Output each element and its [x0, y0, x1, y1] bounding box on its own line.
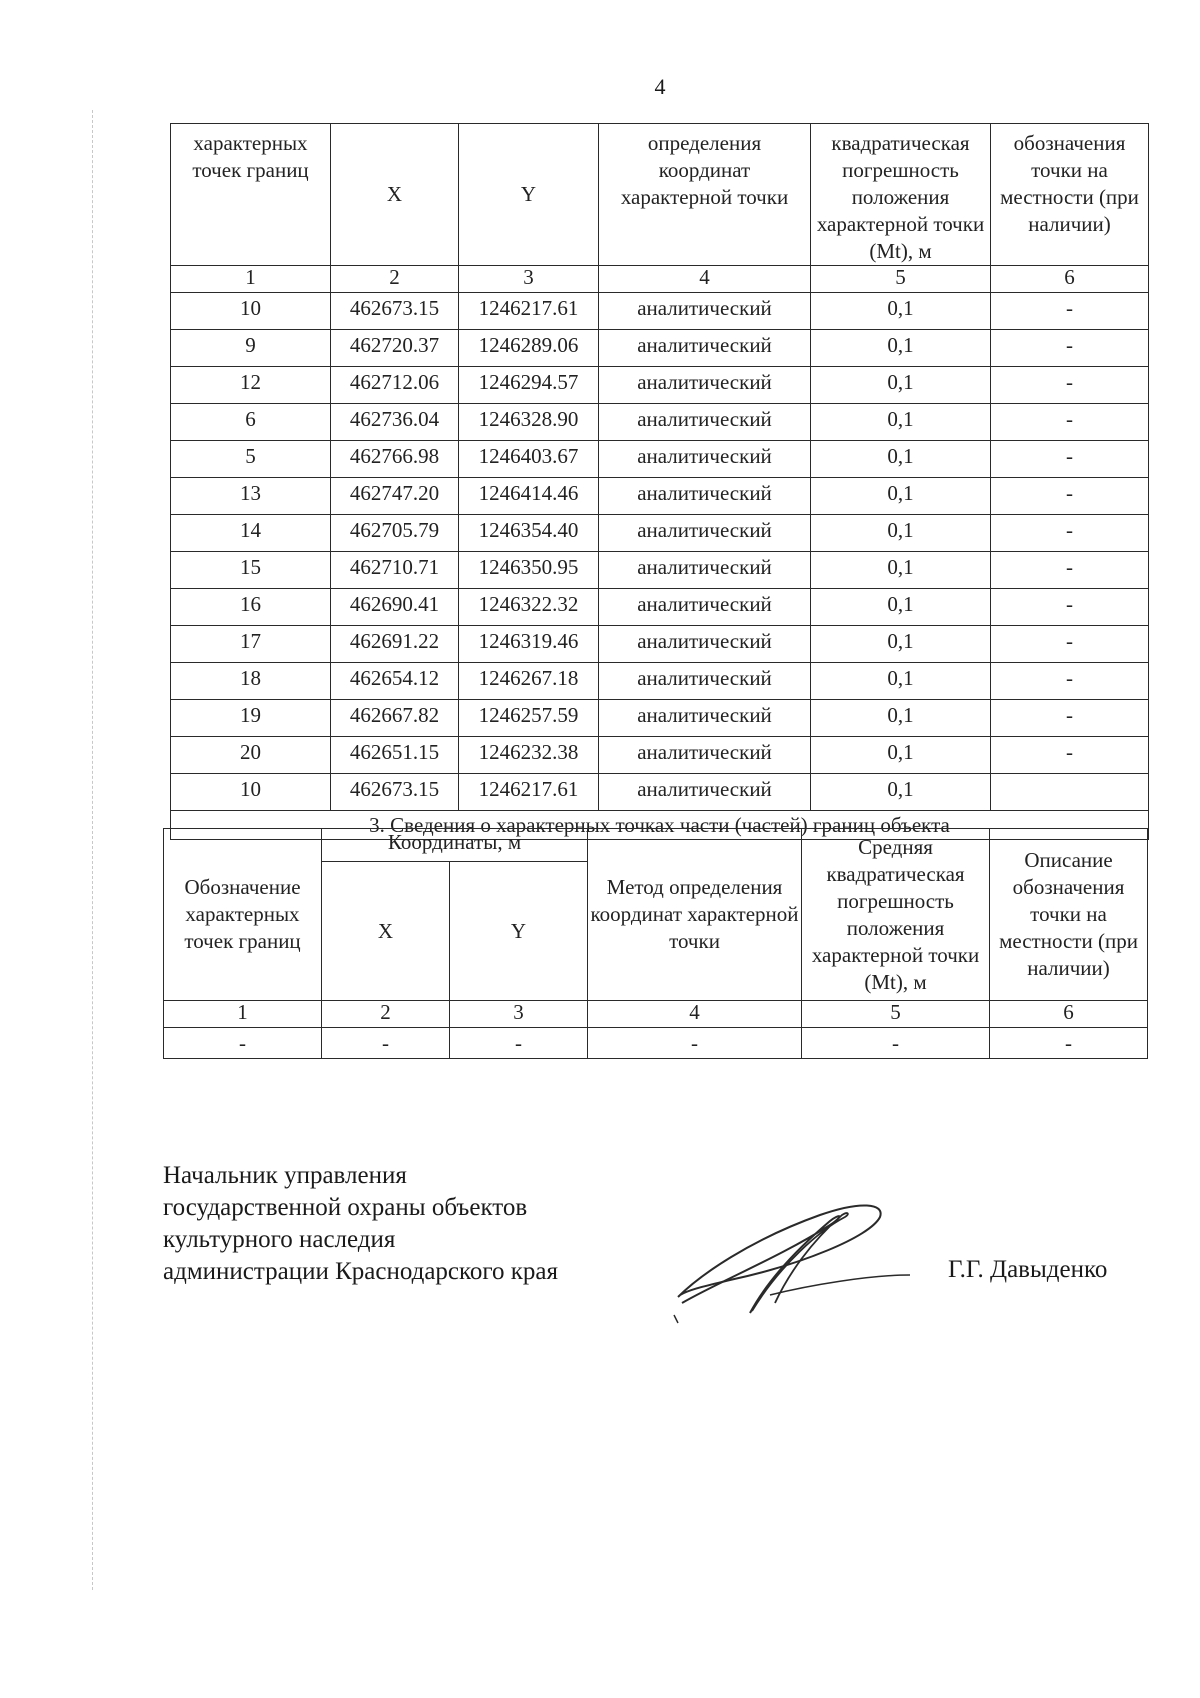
x-coordinate-cell: 462720.37 — [331, 330, 459, 367]
y-coordinate-cell: 1246217.61 — [459, 293, 599, 330]
section-title: 3. Сведения о характерных точках части (частей) границ объекта — [171, 811, 1149, 840]
method-cell: аналитический — [599, 441, 811, 478]
point-number-cell: 9 — [171, 330, 331, 367]
header-point-designation: Обозначение характерных точек границ — [164, 829, 322, 1001]
x-coordinate-cell: 462747.20 — [331, 478, 459, 515]
accuracy-cell: 0,1 — [811, 737, 991, 774]
method-cell: аналитический — [599, 552, 811, 589]
handwritten-signature — [670, 1185, 920, 1325]
table-row — [171, 478, 1149, 515]
accuracy-cell: 0,1 — [811, 367, 991, 404]
method-cell: аналитический — [599, 367, 811, 404]
y-coordinate-cell: 1246414.46 — [459, 478, 599, 515]
method-cell: аналитический — [599, 737, 811, 774]
point-number-cell: 5 — [171, 441, 331, 478]
x-coordinate-cell: 462673.15 — [331, 293, 459, 330]
table-row — [171, 404, 1149, 441]
column-number: 3 — [450, 1001, 588, 1028]
y-coordinate-cell: - — [450, 1028, 588, 1059]
description-cell: - — [991, 478, 1149, 515]
point-number-cell: 20 — [171, 737, 331, 774]
column-number-row — [164, 1001, 1148, 1028]
accuracy-cell: 0,1 — [811, 589, 991, 626]
x-coordinate-cell: 462691.22 — [331, 626, 459, 663]
method-cell: аналитический — [599, 293, 811, 330]
x-coordinate-cell: - — [322, 1028, 450, 1059]
table-row — [171, 626, 1149, 663]
header-description: Описание обозначения точки на местности (при наличии) — [990, 829, 1148, 1001]
y-coordinate-cell: 1246403.67 — [459, 441, 599, 478]
table-row — [171, 552, 1149, 589]
accuracy-cell: 0,1 — [811, 626, 991, 663]
table-row — [171, 774, 1149, 811]
x-coordinate-cell: 462690.41 — [331, 589, 459, 626]
header-y: Y — [450, 862, 588, 1001]
description-cell: - — [991, 589, 1149, 626]
header-accuracy: квадратическая погрешность положения характерной точки (Mt), м — [811, 124, 991, 266]
column-number: 5 — [811, 266, 991, 293]
x-coordinate-cell: 462705.79 — [331, 515, 459, 552]
y-coordinate-cell: 1246319.46 — [459, 626, 599, 663]
method-cell: аналитический — [599, 774, 811, 811]
column-number: 6 — [991, 266, 1149, 293]
x-coordinate-cell: 462736.04 — [331, 404, 459, 441]
accuracy-cell: 0,1 — [811, 441, 991, 478]
method-cell: - — [588, 1028, 802, 1059]
description-cell: - — [991, 552, 1149, 589]
table-row — [171, 589, 1149, 626]
table-row — [171, 700, 1149, 737]
description-cell: - — [991, 515, 1149, 552]
description-cell: - — [990, 1028, 1148, 1059]
table-row — [171, 441, 1149, 478]
column-number: 5 — [802, 1001, 990, 1028]
description-cell — [991, 774, 1149, 811]
description-cell: - — [991, 404, 1149, 441]
column-number: 2 — [322, 1001, 450, 1028]
point-number-cell: 6 — [171, 404, 331, 441]
column-number-row — [171, 266, 1149, 293]
signer-name: Г.Г. Давыденко — [948, 1256, 1108, 1283]
y-coordinate-cell: 1246267.18 — [459, 663, 599, 700]
method-cell: аналитический — [599, 700, 811, 737]
accuracy-cell: 0,1 — [811, 330, 991, 367]
y-coordinate-cell: 1246322.32 — [459, 589, 599, 626]
table-row — [171, 330, 1149, 367]
method-cell: аналитический — [599, 330, 811, 367]
table-header-row — [171, 124, 1149, 266]
signatory-title-line: государственной охраны объектов — [163, 1194, 528, 1221]
accuracy-cell: 0,1 — [811, 404, 991, 441]
x-coordinate-cell: 462710.71 — [331, 552, 459, 589]
y-coordinate-cell: 1246328.90 — [459, 404, 599, 441]
description-cell: - — [991, 367, 1149, 404]
point-number-cell: 10 — [171, 774, 331, 811]
description-cell: - — [991, 330, 1149, 367]
method-cell: аналитический — [599, 404, 811, 441]
y-coordinate-cell: 1246217.61 — [459, 774, 599, 811]
boundary-points-table — [170, 123, 1149, 840]
description-cell: - — [991, 293, 1149, 330]
x-coordinate-cell: 462667.82 — [331, 700, 459, 737]
accuracy-cell: 0,1 — [811, 478, 991, 515]
description-cell: - — [991, 626, 1149, 663]
y-coordinate-cell: 1246350.95 — [459, 552, 599, 589]
table-row — [164, 1028, 1148, 1059]
header-accuracy: Средняя квадратическая погрешность положения характерной точки (Mt), м — [802, 829, 990, 1001]
column-number: 4 — [599, 266, 811, 293]
accuracy-cell: 0,1 — [811, 552, 991, 589]
point-number-cell: - — [164, 1028, 322, 1059]
header-point-designation: характерных точек границ — [171, 124, 331, 266]
method-cell: аналитический — [599, 478, 811, 515]
table-header-row — [164, 829, 1148, 862]
description-cell: - — [991, 737, 1149, 774]
x-coordinate-cell: 462651.15 — [331, 737, 459, 774]
x-coordinate-cell: 462766.98 — [331, 441, 459, 478]
point-number-cell: 15 — [171, 552, 331, 589]
accuracy-cell: 0,1 — [811, 515, 991, 552]
y-coordinate-cell: 1246289.06 — [459, 330, 599, 367]
method-cell: аналитический — [599, 515, 811, 552]
signatory-title-line: Начальник управления — [163, 1162, 407, 1189]
accuracy-cell: 0,1 — [811, 293, 991, 330]
accuracy-cell: 0,1 — [811, 774, 991, 811]
accuracy-cell: 0,1 — [811, 700, 991, 737]
column-number: 2 — [331, 266, 459, 293]
x-coordinate-cell: 462654.12 — [331, 663, 459, 700]
table-row — [171, 737, 1149, 774]
point-number-cell: 12 — [171, 367, 331, 404]
header-description: обозначения точки на местности (при наличии) — [991, 124, 1149, 266]
margin-line — [92, 110, 93, 1590]
x-coordinate-cell: 462712.06 — [331, 367, 459, 404]
table-row — [171, 293, 1149, 330]
column-number: 1 — [164, 1001, 322, 1028]
x-coordinate-cell: 462673.15 — [331, 774, 459, 811]
accuracy-cell: 0,1 — [811, 663, 991, 700]
y-coordinate-cell: 1246294.57 — [459, 367, 599, 404]
part-boundary-points-table — [163, 828, 1148, 1059]
header-coordinates: Координаты, м — [322, 829, 588, 862]
signatory-title — [163, 1160, 558, 1288]
column-number: 6 — [990, 1001, 1148, 1028]
header-x: X — [322, 862, 450, 1001]
column-number: 3 — [459, 266, 599, 293]
point-number-cell: 10 — [171, 293, 331, 330]
column-number: 1 — [171, 266, 331, 293]
header-method: определения координат характерной точки — [599, 124, 811, 266]
header-x: X — [331, 124, 459, 266]
description-cell: - — [991, 700, 1149, 737]
point-number-cell: 18 — [171, 663, 331, 700]
method-cell: аналитический — [599, 626, 811, 663]
table-row — [171, 515, 1149, 552]
point-number-cell: 13 — [171, 478, 331, 515]
page-number: 4 — [654, 74, 666, 99]
header-method: Метод определения координат характерной точки — [588, 829, 802, 1001]
description-cell: - — [991, 441, 1149, 478]
point-number-cell: 16 — [171, 589, 331, 626]
y-coordinate-cell: 1246354.40 — [459, 515, 599, 552]
description-cell: - — [991, 663, 1149, 700]
column-number: 4 — [588, 1001, 802, 1028]
method-cell: аналитический — [599, 589, 811, 626]
signatory-title-line: администрации Краснодарского края — [163, 1258, 559, 1285]
y-coordinate-cell: 1246257.59 — [459, 700, 599, 737]
accuracy-cell: - — [802, 1028, 990, 1059]
method-cell: аналитический — [599, 663, 811, 700]
header-y: Y — [459, 124, 599, 266]
y-coordinate-cell: 1246232.38 — [459, 737, 599, 774]
point-number-cell: 19 — [171, 700, 331, 737]
table-row — [171, 367, 1149, 404]
table-row — [171, 663, 1149, 700]
signatory-title-line: культурного наследия — [163, 1226, 396, 1253]
point-number-cell: 14 — [171, 515, 331, 552]
point-number-cell: 17 — [171, 626, 331, 663]
